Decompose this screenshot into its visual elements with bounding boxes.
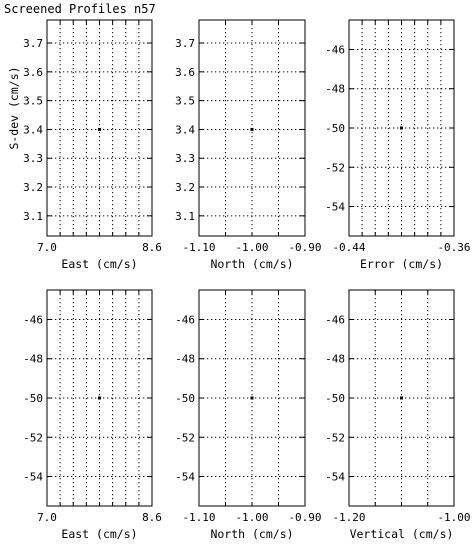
y-tick-label: -52	[175, 431, 195, 445]
y-tick-label: 3.3	[23, 152, 43, 166]
x-tick-label: -1.10	[182, 241, 216, 254]
y-tick-label: -50	[325, 122, 345, 135]
figure-title: Screened Profiles n57	[4, 2, 156, 16]
x-axis-label: Vertical (cm/s)	[349, 527, 454, 541]
x-axis-label: North (cm/s)	[210, 527, 294, 541]
y-tick-label: -54	[175, 470, 195, 484]
panel-4	[23, 290, 162, 541]
x-tick-label: -0.90	[288, 241, 322, 254]
y-tick-label: -50	[23, 392, 43, 405]
data-point	[400, 397, 403, 400]
y-tick-label: -46	[325, 43, 345, 57]
y-tick-label: 3.6	[23, 65, 43, 79]
x-tick-label: -0.44	[332, 241, 366, 254]
y-tick-label: 3.4	[175, 123, 195, 137]
x-tick-label: -1.10	[182, 511, 216, 524]
y-tick-label: 3.1	[23, 209, 43, 223]
x-tick-label: -1.00	[437, 511, 471, 524]
x-axis-label: North (cm/s)	[210, 257, 294, 271]
y-tick-label: 3.6	[175, 65, 195, 79]
y-axis-label: S-dev (cm/s)	[7, 66, 21, 150]
x-tick-label: -1.00	[235, 511, 269, 524]
x-tick-label: 8.6	[142, 241, 162, 254]
x-tick-label: 7.0	[37, 511, 57, 524]
y-tick-label: -48	[23, 352, 43, 366]
x-tick-label: -1.20	[332, 511, 366, 524]
data-point	[400, 127, 403, 130]
y-tick-label: 3.1	[175, 209, 195, 223]
y-tick-label: 3.5	[23, 94, 43, 108]
y-tick-label: -54	[23, 470, 43, 484]
data-point	[251, 397, 254, 400]
data-point	[251, 128, 254, 131]
x-tick-label: 8.6	[142, 511, 162, 524]
y-tick-label: -46	[175, 313, 195, 327]
x-tick-label: -1.00	[235, 241, 269, 254]
y-tick-label: -50	[325, 392, 345, 405]
y-tick-label: 3.2	[23, 181, 43, 195]
data-point	[98, 128, 101, 131]
x-tick-label: -0.90	[288, 511, 322, 524]
panel-1	[7, 20, 162, 271]
y-tick-label: -52	[23, 431, 43, 445]
data-point	[98, 397, 101, 400]
x-axis-label: East (cm/s)	[61, 257, 138, 271]
y-tick-label: 3.5	[175, 94, 195, 108]
y-tick-label: -46	[325, 313, 345, 327]
y-tick-label: 3.4	[23, 123, 43, 137]
y-tick-label: 3.7	[175, 37, 195, 51]
y-tick-label: 3.2	[175, 181, 195, 195]
y-tick-label: 3.7	[23, 37, 43, 51]
y-tick-label: -54	[325, 470, 345, 484]
y-tick-label: -50	[175, 392, 195, 405]
x-axis-label: Error (cm/s)	[359, 257, 444, 271]
y-tick-label: -48	[325, 82, 345, 96]
y-tick-label: 3.3	[175, 152, 195, 166]
x-tick-label: -0.36	[437, 241, 471, 254]
y-tick-label: -48	[325, 352, 345, 366]
panel-2	[175, 20, 321, 271]
y-tick-label: -54	[325, 200, 345, 214]
panel-6	[325, 290, 470, 541]
panel-grid	[7, 20, 471, 541]
x-tick-label: 7.0	[37, 241, 57, 254]
panel-3	[325, 20, 470, 271]
y-tick-label: -52	[325, 161, 345, 175]
y-tick-label: -48	[175, 352, 195, 366]
y-tick-label: -52	[325, 431, 345, 445]
x-axis-label: East (cm/s)	[61, 527, 138, 541]
y-tick-label: -46	[23, 313, 43, 327]
panel-5	[175, 290, 321, 541]
